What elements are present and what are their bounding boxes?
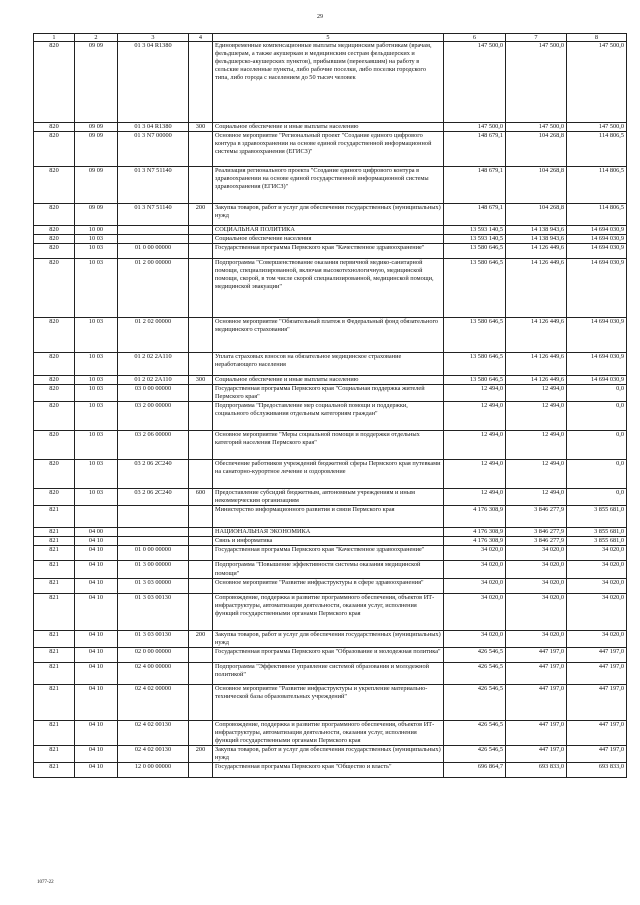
cell-target-article xyxy=(118,528,189,537)
cell-expense-type xyxy=(189,226,213,235)
cell-name: Основное мероприятие "Развитие инфраструктуры и укрепление материально-технической базы образовательных учреждений" xyxy=(213,684,444,720)
cell-target-article: 01 3 03 00130 xyxy=(118,593,189,630)
cell-amount-2024: 12 494,0 xyxy=(506,402,567,431)
cell-expense-type xyxy=(189,720,213,745)
cell-amount-2025: 114 806,5 xyxy=(567,204,627,226)
table-row xyxy=(34,123,627,132)
cell-expense-type xyxy=(189,42,213,123)
cell-admin-code: 821 xyxy=(34,647,75,662)
cell-amount-2023: 34 020,0 xyxy=(444,630,506,647)
cell-section-code: 09 09 xyxy=(75,132,118,167)
cell-admin-code: 821 xyxy=(34,593,75,630)
cell-admin-code: 820 xyxy=(34,259,75,318)
cell-name: Основное мероприятие "Меры социальной помощи и поддержки отдельных категорий населения Пермского края" xyxy=(213,431,444,460)
cell-target-article: 01 3 00 00000 xyxy=(118,561,189,578)
cell-amount-2024: 104 268,8 xyxy=(506,132,567,167)
cell-section-code: 10 03 xyxy=(75,385,118,402)
cell-admin-code: 820 xyxy=(34,167,75,204)
cell-amount-2025: 447 197,0 xyxy=(567,745,627,762)
cell-name: Единовременные компенсационные выплаты медицинским работникам (врачам, фельдшерам, а также акушеркам и медицинским сестрам фельдшерских и фельдшерско-акушерских пунктов), прибывшим (переехавшим) на работу в сельские населенные пункты, либо рабочие поселки, либо поселки городского типа, либо города с населением до 50 тысяч человек xyxy=(213,42,444,123)
table-row xyxy=(34,244,627,259)
cell-section-code xyxy=(75,506,118,528)
cell-admin-code: 820 xyxy=(34,132,75,167)
cell-amount-2024: 104 268,8 xyxy=(506,167,567,204)
cell-amount-2025: 14 694 030,9 xyxy=(567,259,627,318)
page-footer-code: 1077-22 xyxy=(37,880,54,885)
table-row xyxy=(34,647,627,662)
cell-amount-2025: 0,0 xyxy=(567,489,627,506)
cell-amount-2025: 147 500,0 xyxy=(567,123,627,132)
cell-amount-2024: 34 020,0 xyxy=(506,561,567,578)
cell-expense-type xyxy=(189,235,213,244)
cell-amount-2023: 696 864,7 xyxy=(444,762,506,777)
table-row xyxy=(34,431,627,460)
cell-target-article xyxy=(118,226,189,235)
table-body xyxy=(34,42,627,778)
cell-amount-2023: 13 580 646,5 xyxy=(444,376,506,385)
cell-amount-2025: 14 694 030,9 xyxy=(567,244,627,259)
table-row xyxy=(34,684,627,720)
cell-name: Основное мероприятие "Развитие инфраструктуры в сфере здравоохранения" xyxy=(213,578,444,593)
cell-target-article: 01 2 02 2A110 xyxy=(118,353,189,376)
cell-target-article: 03 2 00 00000 xyxy=(118,402,189,431)
cell-section-code: 04 00 xyxy=(75,528,118,537)
cell-amount-2024: 34 020,0 xyxy=(506,578,567,593)
cell-expense-type xyxy=(189,318,213,353)
table-row xyxy=(34,460,627,489)
cell-target-article: 01 0 00 00000 xyxy=(118,244,189,259)
cell-admin-code: 820 xyxy=(34,123,75,132)
table-row xyxy=(34,318,627,353)
cell-amount-2023: 426 546,5 xyxy=(444,647,506,662)
cell-amount-2023: 13 580 646,5 xyxy=(444,318,506,353)
column-number-row xyxy=(34,34,627,42)
cell-expense-type xyxy=(189,684,213,720)
cell-admin-code: 821 xyxy=(34,528,75,537)
cell-amount-2024: 14 126 449,6 xyxy=(506,353,567,376)
cell-name: Подпрограмма "Предоставление мер социальной помощи и поддержки, социального обслуживания отдельным категориям граждан" xyxy=(213,402,444,431)
cell-amount-2023: 12 494,0 xyxy=(444,489,506,506)
cell-target-article: 02 4 02 00000 xyxy=(118,684,189,720)
cell-section-code: 04 10 xyxy=(75,762,118,777)
table-row xyxy=(34,385,627,402)
table-row xyxy=(34,167,627,204)
cell-expense-type: 300 xyxy=(189,123,213,132)
cell-name: Предоставление субсидий бюджетным, автономным учреждениям и иным некоммерческим организациям xyxy=(213,489,444,506)
cell-name: Основное мероприятие "Обязательный платеж в Федеральный фонд обязательного медицинского страхования" xyxy=(213,318,444,353)
cell-expense-type xyxy=(189,647,213,662)
cell-name: Уплата страховых взносов на обязательное медицинское страхование неработающего населения xyxy=(213,353,444,376)
cell-admin-code: 821 xyxy=(34,578,75,593)
cell-amount-2023: 148 679,1 xyxy=(444,204,506,226)
cell-admin-code: 821 xyxy=(34,561,75,578)
cell-section-code: 10 03 xyxy=(75,235,118,244)
cell-name: Государственная программа Пермского края "Социальная поддержка жителей Пермского края" xyxy=(213,385,444,402)
table-row xyxy=(34,42,627,123)
cell-section-code: 04 10 xyxy=(75,647,118,662)
cell-amount-2025: 447 197,0 xyxy=(567,647,627,662)
table-row xyxy=(34,630,627,647)
table-row xyxy=(34,226,627,235)
cell-admin-code: 820 xyxy=(34,353,75,376)
cell-admin-code: 820 xyxy=(34,318,75,353)
cell-name: Социальное обеспечение и иные выплаты населению xyxy=(213,376,444,385)
cell-expense-type xyxy=(189,385,213,402)
cell-admin-code: 821 xyxy=(34,684,75,720)
cell-admin-code: 821 xyxy=(34,630,75,647)
col-header-8: 8 xyxy=(567,34,627,42)
cell-amount-2024: 447 197,0 xyxy=(506,662,567,684)
cell-admin-code: 820 xyxy=(34,431,75,460)
cell-name: Подпрограмма "Эффективное управление системой образования и молодежной политикой" xyxy=(213,662,444,684)
cell-target-article: 01 3 04 R1380 xyxy=(118,123,189,132)
cell-amount-2025: 34 020,0 xyxy=(567,593,627,630)
table-row xyxy=(34,402,627,431)
cell-amount-2023: 34 020,0 xyxy=(444,546,506,561)
cell-admin-code: 820 xyxy=(34,204,75,226)
cell-amount-2023: 34 020,0 xyxy=(444,593,506,630)
cell-section-code: 04 10 xyxy=(75,546,118,561)
cell-expense-type xyxy=(189,259,213,318)
cell-amount-2025: 14 694 030,9 xyxy=(567,376,627,385)
col-header-1: 1 xyxy=(34,34,75,42)
cell-name: Реализация регионального проекта "Создание единого цифрового контура в здравоохранении на основе единой государственной информационной системы здравоохранения (ЕГИСЗ)" xyxy=(213,167,444,204)
cell-amount-2025: 0,0 xyxy=(567,385,627,402)
cell-name: Закупка товаров, работ и услуг для обеспечения государственных (муниципальных) нужд xyxy=(213,204,444,226)
cell-amount-2023: 12 494,0 xyxy=(444,385,506,402)
cell-amount-2024: 447 197,0 xyxy=(506,745,567,762)
cell-admin-code: 821 xyxy=(34,546,75,561)
cell-name: Закупка товаров, работ и услуг для обеспечения государственных (муниципальных) нужд xyxy=(213,630,444,647)
cell-admin-code: 821 xyxy=(34,720,75,745)
cell-amount-2024: 34 020,0 xyxy=(506,630,567,647)
cell-expense-type xyxy=(189,578,213,593)
cell-target-article: 03 2 06 00000 xyxy=(118,431,189,460)
cell-name: Сопровождение, поддержка и развитие программного обеспечения, объектов ИТ-инфраструктуры, автоматизация деятельности, оказания услуг, исполнения функций государственными органами Пермского края xyxy=(213,720,444,745)
cell-amount-2024: 12 494,0 xyxy=(506,431,567,460)
cell-amount-2023: 426 546,5 xyxy=(444,745,506,762)
cell-name: Социальное обеспечение населения xyxy=(213,235,444,244)
cell-expense-type xyxy=(189,662,213,684)
cell-target-article xyxy=(118,506,189,528)
cell-amount-2024: 14 138 943,6 xyxy=(506,226,567,235)
cell-amount-2024: 447 197,0 xyxy=(506,684,567,720)
cell-admin-code: 820 xyxy=(34,402,75,431)
cell-expense-type: 200 xyxy=(189,630,213,647)
cell-section-code: 10 03 xyxy=(75,431,118,460)
cell-expense-type xyxy=(189,537,213,546)
table-row xyxy=(34,376,627,385)
cell-section-code: 10 03 xyxy=(75,259,118,318)
cell-expense-type xyxy=(189,353,213,376)
cell-amount-2023: 426 546,5 xyxy=(444,662,506,684)
cell-target-article: 01 3 04 R1380 xyxy=(118,42,189,123)
cell-amount-2025: 3 855 681,0 xyxy=(567,537,627,546)
cell-amount-2024: 147 500,0 xyxy=(506,123,567,132)
cell-amount-2024: 447 197,0 xyxy=(506,647,567,662)
cell-amount-2025: 14 694 030,9 xyxy=(567,235,627,244)
table-row xyxy=(34,235,627,244)
cell-amount-2025: 34 020,0 xyxy=(567,561,627,578)
col-header-2: 2 xyxy=(75,34,118,42)
cell-amount-2024: 693 833,0 xyxy=(506,762,567,777)
cell-amount-2024: 14 126 449,6 xyxy=(506,259,567,318)
cell-amount-2025: 3 855 681,0 xyxy=(567,528,627,537)
table-row xyxy=(34,204,627,226)
table-row xyxy=(34,662,627,684)
cell-section-code: 04 10 xyxy=(75,593,118,630)
cell-amount-2025: 693 833,0 xyxy=(567,762,627,777)
cell-amount-2023: 4 176 308,9 xyxy=(444,528,506,537)
cell-amount-2023: 148 679,1 xyxy=(444,167,506,204)
cell-amount-2025: 3 855 681,0 xyxy=(567,506,627,528)
table-row xyxy=(34,578,627,593)
cell-amount-2025: 0,0 xyxy=(567,431,627,460)
cell-target-article: 02 4 00 00000 xyxy=(118,662,189,684)
cell-target-article: 12 0 00 00000 xyxy=(118,762,189,777)
cell-name: Основное мероприятие "Региональный проект "Создание единого цифрового контура в здравоохранении на основе единой государственной информационной системы здравоохранения (ЕГИСЗ)" xyxy=(213,132,444,167)
page-number: 29 xyxy=(317,14,323,20)
cell-name: Обеспечение работников учреждений бюджетной сферы Пермского края путевками на санаторно-курортное лечение и оздоровление xyxy=(213,460,444,489)
cell-expense-type: 200 xyxy=(189,745,213,762)
table-row xyxy=(34,561,627,578)
cell-name: Государственная программа Пермского края "Качественное здравоохранение" xyxy=(213,546,444,561)
cell-amount-2024: 3 846 277,9 xyxy=(506,537,567,546)
cell-name: Социальное обеспечение и иные выплаты населению xyxy=(213,123,444,132)
cell-name: Государственная программа Пермского края "Качественное здравоохранение" xyxy=(213,244,444,259)
cell-target-article: 01 3 N7 51140 xyxy=(118,204,189,226)
table-row xyxy=(34,132,627,167)
cell-amount-2025: 147 500,0 xyxy=(567,42,627,123)
cell-target-article: 02 4 02 00130 xyxy=(118,745,189,762)
cell-section-code: 04 10 xyxy=(75,537,118,546)
cell-admin-code: 820 xyxy=(34,42,75,123)
cell-amount-2024: 12 494,0 xyxy=(506,489,567,506)
cell-expense-type xyxy=(189,546,213,561)
cell-section-code: 04 10 xyxy=(75,578,118,593)
cell-name: Сопровождение, поддержка и развитие программного обеспечения, объектов ИТ-инфраструктуры, автоматизация деятельности, оказания услуг, исполнения функций государственными органами Пермского края xyxy=(213,593,444,630)
cell-expense-type xyxy=(189,528,213,537)
cell-name: Подпрограмма "Повышение эффективности системы оказания медицинской помощи" xyxy=(213,561,444,578)
cell-admin-code: 821 xyxy=(34,662,75,684)
cell-section-code: 09 09 xyxy=(75,204,118,226)
cell-target-article: 02 0 00 00000 xyxy=(118,647,189,662)
cell-amount-2023: 4 176 308,9 xyxy=(444,506,506,528)
cell-amount-2023: 147 500,0 xyxy=(444,123,506,132)
cell-name: Министерство информационного развития и связи Пермского края xyxy=(213,506,444,528)
cell-admin-code: 820 xyxy=(34,385,75,402)
table-row xyxy=(34,537,627,546)
cell-amount-2023: 4 176 308,9 xyxy=(444,537,506,546)
cell-expense-type xyxy=(189,506,213,528)
cell-name: Государственная программа Пермского края "Образование и молодежная политика" xyxy=(213,647,444,662)
cell-amount-2023: 13 580 646,5 xyxy=(444,244,506,259)
cell-section-code: 04 10 xyxy=(75,561,118,578)
cell-section-code: 04 10 xyxy=(75,745,118,762)
cell-expense-type: 300 xyxy=(189,376,213,385)
cell-amount-2024: 12 494,0 xyxy=(506,385,567,402)
cell-target-article: 02 4 02 00130 xyxy=(118,720,189,745)
cell-amount-2025: 34 020,0 xyxy=(567,630,627,647)
cell-amount-2025: 14 694 030,9 xyxy=(567,226,627,235)
col-header-5: 5 xyxy=(213,34,444,42)
cell-expense-type xyxy=(189,244,213,259)
table-row xyxy=(34,489,627,506)
cell-target-article: 03 2 06 2C240 xyxy=(118,460,189,489)
cell-amount-2024: 34 020,0 xyxy=(506,593,567,630)
cell-amount-2025: 114 806,5 xyxy=(567,132,627,167)
cell-expense-type: 200 xyxy=(189,204,213,226)
cell-section-code: 10 03 xyxy=(75,402,118,431)
cell-section-code: 10 03 xyxy=(75,318,118,353)
cell-target-article xyxy=(118,537,189,546)
cell-target-article: 03 2 06 2C240 xyxy=(118,489,189,506)
cell-expense-type xyxy=(189,132,213,167)
table-row xyxy=(34,745,627,762)
table-row xyxy=(34,506,627,528)
col-header-7: 7 xyxy=(506,34,567,42)
cell-amount-2023: 147 500,0 xyxy=(444,42,506,123)
cell-name: Связь и информатика xyxy=(213,537,444,546)
col-header-3: 3 xyxy=(118,34,189,42)
cell-amount-2024: 3 846 277,9 xyxy=(506,528,567,537)
cell-amount-2023: 148 679,1 xyxy=(444,132,506,167)
cell-target-article: 01 3 N7 51140 xyxy=(118,167,189,204)
cell-target-article: 01 3 03 00000 xyxy=(118,578,189,593)
cell-section-code: 09 09 xyxy=(75,42,118,123)
cell-amount-2023: 13 593 140,5 xyxy=(444,226,506,235)
cell-admin-code: 820 xyxy=(34,226,75,235)
cell-admin-code: 820 xyxy=(34,376,75,385)
cell-section-code: 10 03 xyxy=(75,489,118,506)
cell-target-article: 01 2 02 2A110 xyxy=(118,376,189,385)
cell-expense-type xyxy=(189,402,213,431)
cell-section-code: 04 10 xyxy=(75,684,118,720)
cell-section-code: 04 10 xyxy=(75,662,118,684)
cell-amount-2025: 114 806,5 xyxy=(567,167,627,204)
cell-amount-2023: 426 546,5 xyxy=(444,684,506,720)
cell-section-code: 09 09 xyxy=(75,167,118,204)
cell-admin-code: 821 xyxy=(34,506,75,528)
cell-amount-2024: 14 126 449,6 xyxy=(506,318,567,353)
cell-admin-code: 820 xyxy=(34,489,75,506)
cell-name: Государственная программа Пермского края "Общество и власть" xyxy=(213,762,444,777)
cell-amount-2024: 147 500,0 xyxy=(506,42,567,123)
cell-target-article: 01 2 00 00000 xyxy=(118,259,189,318)
cell-name: СОЦИАЛЬНАЯ ПОЛИТИКА xyxy=(213,226,444,235)
cell-amount-2025: 447 197,0 xyxy=(567,662,627,684)
table-row xyxy=(34,546,627,561)
cell-admin-code: 821 xyxy=(34,762,75,777)
cell-target-article: 01 0 00 00000 xyxy=(118,546,189,561)
cell-amount-2024: 14 126 449,6 xyxy=(506,244,567,259)
cell-target-article: 01 3 N7 00000 xyxy=(118,132,189,167)
cell-amount-2024: 14 138 943,6 xyxy=(506,235,567,244)
cell-admin-code: 820 xyxy=(34,235,75,244)
cell-amount-2025: 14 694 030,9 xyxy=(567,318,627,353)
table-row xyxy=(34,720,627,745)
cell-amount-2023: 34 020,0 xyxy=(444,561,506,578)
table-row xyxy=(34,593,627,630)
cell-amount-2025: 447 197,0 xyxy=(567,684,627,720)
cell-amount-2024: 3 846 277,9 xyxy=(506,506,567,528)
cell-admin-code: 820 xyxy=(34,460,75,489)
cell-amount-2023: 13 580 646,5 xyxy=(444,353,506,376)
cell-expense-type xyxy=(189,460,213,489)
cell-amount-2025: 34 020,0 xyxy=(567,546,627,561)
cell-expense-type xyxy=(189,561,213,578)
cell-amount-2024: 34 020,0 xyxy=(506,546,567,561)
cell-section-code: 04 10 xyxy=(75,630,118,647)
cell-amount-2024: 104 268,8 xyxy=(506,204,567,226)
cell-amount-2025: 447 197,0 xyxy=(567,720,627,745)
cell-amount-2024: 12 494,0 xyxy=(506,460,567,489)
cell-section-code: 10 00 xyxy=(75,226,118,235)
cell-target-article xyxy=(118,235,189,244)
col-header-4: 4 xyxy=(189,34,213,42)
budget-table xyxy=(33,33,627,778)
cell-admin-code: 820 xyxy=(34,244,75,259)
cell-amount-2023: 12 494,0 xyxy=(444,431,506,460)
cell-expense-type: 600 xyxy=(189,489,213,506)
cell-amount-2025: 14 694 030,9 xyxy=(567,353,627,376)
table-row xyxy=(34,528,627,537)
cell-amount-2025: 0,0 xyxy=(567,460,627,489)
cell-admin-code: 821 xyxy=(34,745,75,762)
table-row xyxy=(34,259,627,318)
cell-admin-code: 821 xyxy=(34,537,75,546)
cell-amount-2025: 34 020,0 xyxy=(567,578,627,593)
cell-amount-2023: 13 593 140,5 xyxy=(444,235,506,244)
cell-amount-2023: 12 494,0 xyxy=(444,460,506,489)
cell-amount-2023: 426 546,5 xyxy=(444,720,506,745)
cell-expense-type xyxy=(189,431,213,460)
cell-amount-2024: 14 126 449,6 xyxy=(506,376,567,385)
cell-section-code: 10 03 xyxy=(75,244,118,259)
cell-target-article: 01 2 02 00000 xyxy=(118,318,189,353)
col-header-6: 6 xyxy=(444,34,506,42)
cell-target-article: 03 0 00 00000 xyxy=(118,385,189,402)
cell-amount-2023: 34 020,0 xyxy=(444,578,506,593)
cell-amount-2025: 0,0 xyxy=(567,402,627,431)
cell-target-article: 01 3 03 00130 xyxy=(118,630,189,647)
cell-section-code: 10 03 xyxy=(75,460,118,489)
cell-expense-type xyxy=(189,167,213,204)
cell-amount-2023: 12 494,0 xyxy=(444,402,506,431)
cell-amount-2024: 447 197,0 xyxy=(506,720,567,745)
table-row xyxy=(34,353,627,376)
cell-expense-type xyxy=(189,762,213,777)
cell-name: Закупка товаров, работ и услуг для обеспечения государственных (муниципальных) нужд xyxy=(213,745,444,762)
cell-name: Подпрограмма "Совершенствование оказания первичной медико-санитарной помощи, специализированной, включая высокотехнологичную, медицинской помощи, скорой, в том числе скорой специализированной, медицинской помощи, медицинской эвакуации" xyxy=(213,259,444,318)
cell-name: НАЦИОНАЛЬНАЯ ЭКОНОМИКА xyxy=(213,528,444,537)
cell-section-code: 09 09 xyxy=(75,123,118,132)
cell-section-code: 10 03 xyxy=(75,376,118,385)
table-row xyxy=(34,762,627,777)
cell-section-code: 10 03 xyxy=(75,353,118,376)
cell-amount-2023: 13 580 646,5 xyxy=(444,259,506,318)
cell-section-code: 04 10 xyxy=(75,720,118,745)
cell-expense-type xyxy=(189,593,213,630)
